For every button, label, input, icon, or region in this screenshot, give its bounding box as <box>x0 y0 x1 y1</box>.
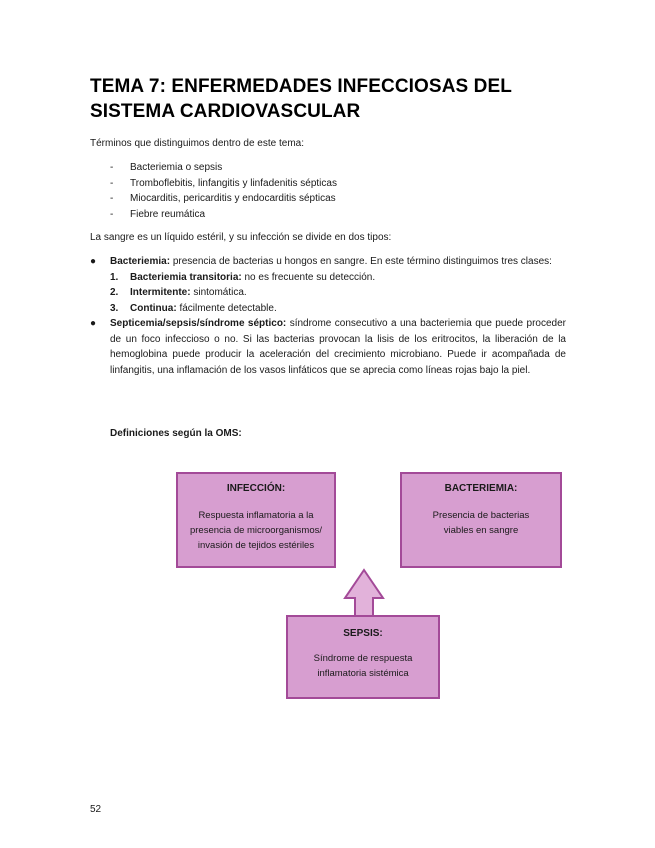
intro-text: Términos que distinguimos dentro de este tema: <box>90 138 304 149</box>
bacteriemia-box <box>400 472 562 568</box>
list-item: - Tromboflebitis, linfangitis y linfadenitis sépticas <box>110 176 337 192</box>
blood-text: La sangre es un líquido estéril, y su infección se divide en dos tipos: <box>90 232 392 243</box>
bullet-icon: ● <box>90 256 97 267</box>
class-label: Continua: <box>130 302 177 314</box>
class-text: no es frecuente su detección. <box>244 271 376 283</box>
class-number: 2. <box>110 287 119 298</box>
class-number: 3. <box>110 302 119 314</box>
class-number: 1. <box>110 271 119 283</box>
bullet-septicemia <box>90 316 566 378</box>
sepsis-text: Síndrome de respuesta inflamatoria sistémica <box>313 653 413 679</box>
page-number: 52 <box>90 804 102 815</box>
class-text: fácilmente detectable. <box>179 302 277 314</box>
page-title: TEMA 7: ENFERMEDADES INFECCIOSAS DEL SISTEMA CARDIOVASCULAR <box>90 76 512 122</box>
class-label: Bacteriemia transitoria: <box>130 271 242 283</box>
oms-title: Definiciones según la OMS: <box>110 428 242 439</box>
infeccion-box <box>176 472 336 568</box>
classes-list <box>110 270 566 317</box>
bacteriemia-box-text: Presencia de bacterias viables en sangre <box>432 510 530 536</box>
infeccion-text: Respuesta inflamatoria a la presencia de microorganismos/ invasión de tejidos estériles <box>189 510 322 551</box>
class-item <box>110 270 566 286</box>
bacteriemia-label: Bacteriemia: <box>110 256 171 267</box>
infeccion-title: INFECCIÓN: <box>226 483 286 494</box>
list-item: - Miocarditis, pericarditis y endocarditis sépticas <box>110 191 337 207</box>
bullet-list <box>90 254 566 378</box>
bullet-bacteriemia <box>90 254 566 316</box>
class-item <box>110 301 566 317</box>
class-text: sintomática. <box>193 287 247 298</box>
bullet-icon: ● <box>90 318 97 329</box>
bacteriemia-box-title: BACTERIEMIA: <box>444 483 518 494</box>
class-label: Intermitente: <box>130 287 191 298</box>
sepsis-title: SEPSIS: <box>343 628 383 639</box>
class-item <box>110 285 566 301</box>
sepsis-box <box>286 615 440 699</box>
up-arrow-icon <box>343 568 385 618</box>
bacteriemia-text: presencia de bacterias u hongos en sangre. En este término distinguimos tres clases: <box>172 256 552 267</box>
terms-list <box>110 160 337 222</box>
list-item: - Bacteriemia o sepsis <box>110 160 337 176</box>
septicemia-label: Septicemia/sepsis/síndrome séptico: <box>110 318 287 329</box>
septicemia-text: síndrome consecutivo a una bacteriemia que puede proceder de un foco infeccioso o no. Si las bacterias provocan la lisis de los eritrocitos, la liberación de la hemoglobina puede producir la aceleración del crecimiento microbiano. Puede ir acompañada de linfangitis, una inflamación de los vasos linfáticos que se aprecia como líneas rojas bajo la piel. <box>110 318 566 376</box>
list-item: - Fiebre reumática <box>110 207 337 223</box>
